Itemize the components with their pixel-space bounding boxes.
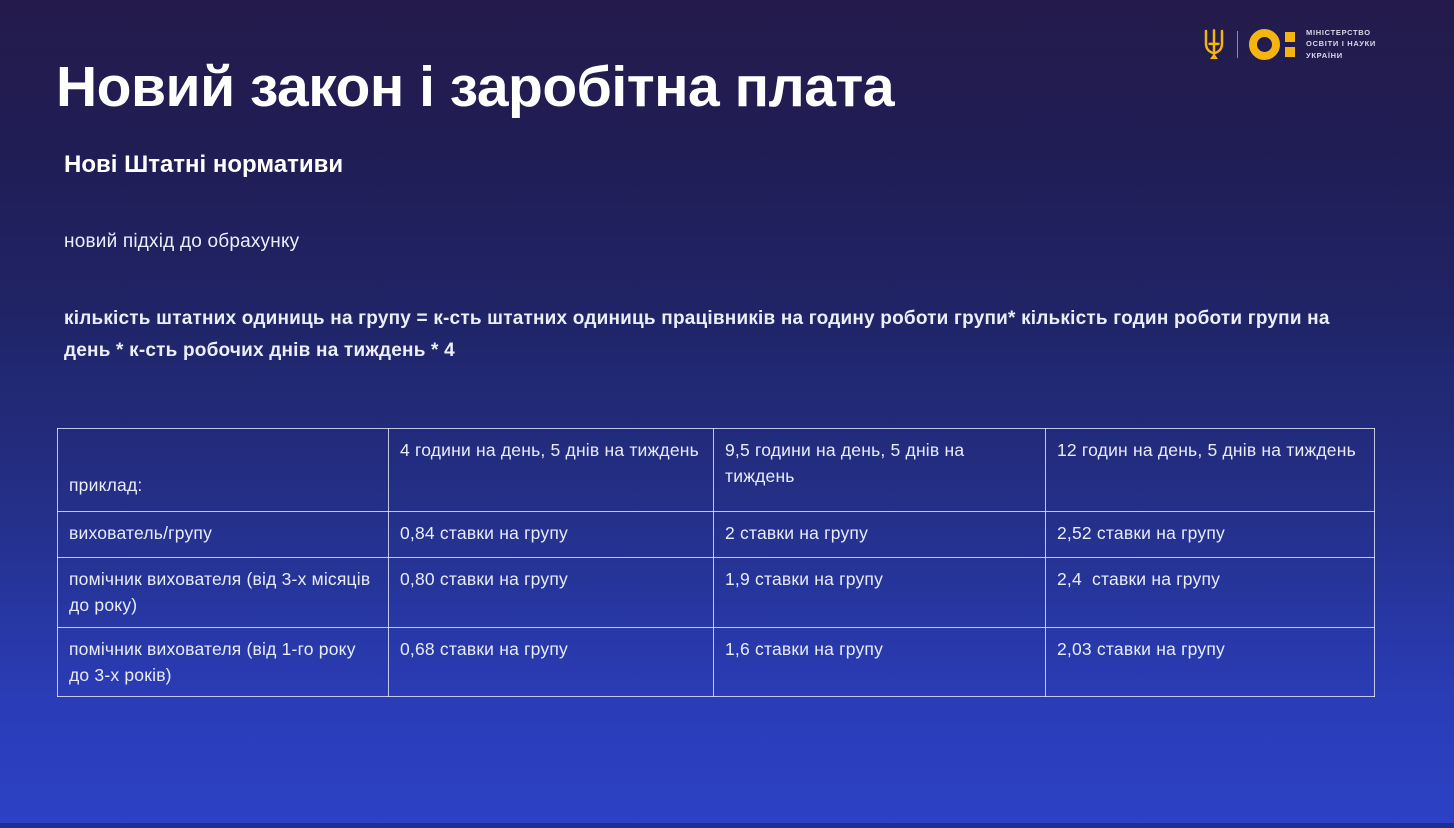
table-row: [58, 512, 1375, 558]
row-value: 2,03 ставки на групу: [1046, 627, 1375, 697]
ukraine-trident-icon: [1202, 28, 1226, 61]
row-value: 2 ставки на групу: [714, 512, 1046, 558]
row-value: 2,4 ставки на групу: [1046, 558, 1375, 628]
ministry-name-line-1: МІНІСТЕРСТВО: [1306, 27, 1371, 37]
header-cell-4h: 4 години на день, 5 днів на тиждень: [389, 429, 714, 512]
header-cell-example: приклад:: [58, 429, 389, 512]
staffing-norms-table: [57, 428, 1375, 697]
row-value: 0,80 ставки на групу: [389, 558, 714, 628]
row-value: 1,9 ставки на групу: [714, 558, 1046, 628]
intro-text: новий підхід до обрахунку: [64, 231, 300, 252]
bottom-edge-strip: [0, 823, 1454, 828]
formula-text: кількість штатних одиниць на групу = к-сть штатних одиниць працівників на годину роботи групи* кількість годин роботи групи на день * к-сть робочих днів на тиждень * 4: [64, 308, 1330, 361]
o-ring-icon: [1249, 29, 1280, 60]
header-cell-9-5h: 9,5 години на день, 5 днів на тиждень: [714, 429, 1046, 512]
slide-title: Новий закон і заробітна плата: [56, 55, 895, 119]
ministry-brand: [1202, 24, 1376, 64]
o-colon-icon: [1285, 32, 1295, 57]
ministry-name: [1306, 27, 1376, 62]
ministry-name-line-2: ОСВІТИ І НАУКИ: [1306, 39, 1376, 49]
row-value: 1,6 ставки на групу: [714, 627, 1046, 697]
table-row: [58, 558, 1375, 628]
table-row: [58, 627, 1375, 697]
row-value: 2,52 ставки на групу: [1046, 512, 1375, 558]
table-header-row: [58, 429, 1375, 512]
header-cell-12h: 12 годин на день, 5 днів на тиждень: [1046, 429, 1375, 512]
brand-divider: [1237, 31, 1239, 58]
row-label: помічник вихователя (від 1-го року до 3-х років): [58, 627, 389, 697]
row-value: 0,84 ставки на групу: [389, 512, 714, 558]
row-label: помічник вихователя (від 3-х місяців до року): [58, 558, 389, 628]
ministry-name-line-3: УКРАЇНИ: [1306, 50, 1343, 60]
slide-subtitle: Нові Штатні нормативи: [64, 151, 344, 178]
mon-o-logo-icon: [1249, 29, 1295, 60]
row-value: 0,68 ставки на групу: [389, 627, 714, 697]
row-label: вихователь/групу: [58, 512, 389, 558]
